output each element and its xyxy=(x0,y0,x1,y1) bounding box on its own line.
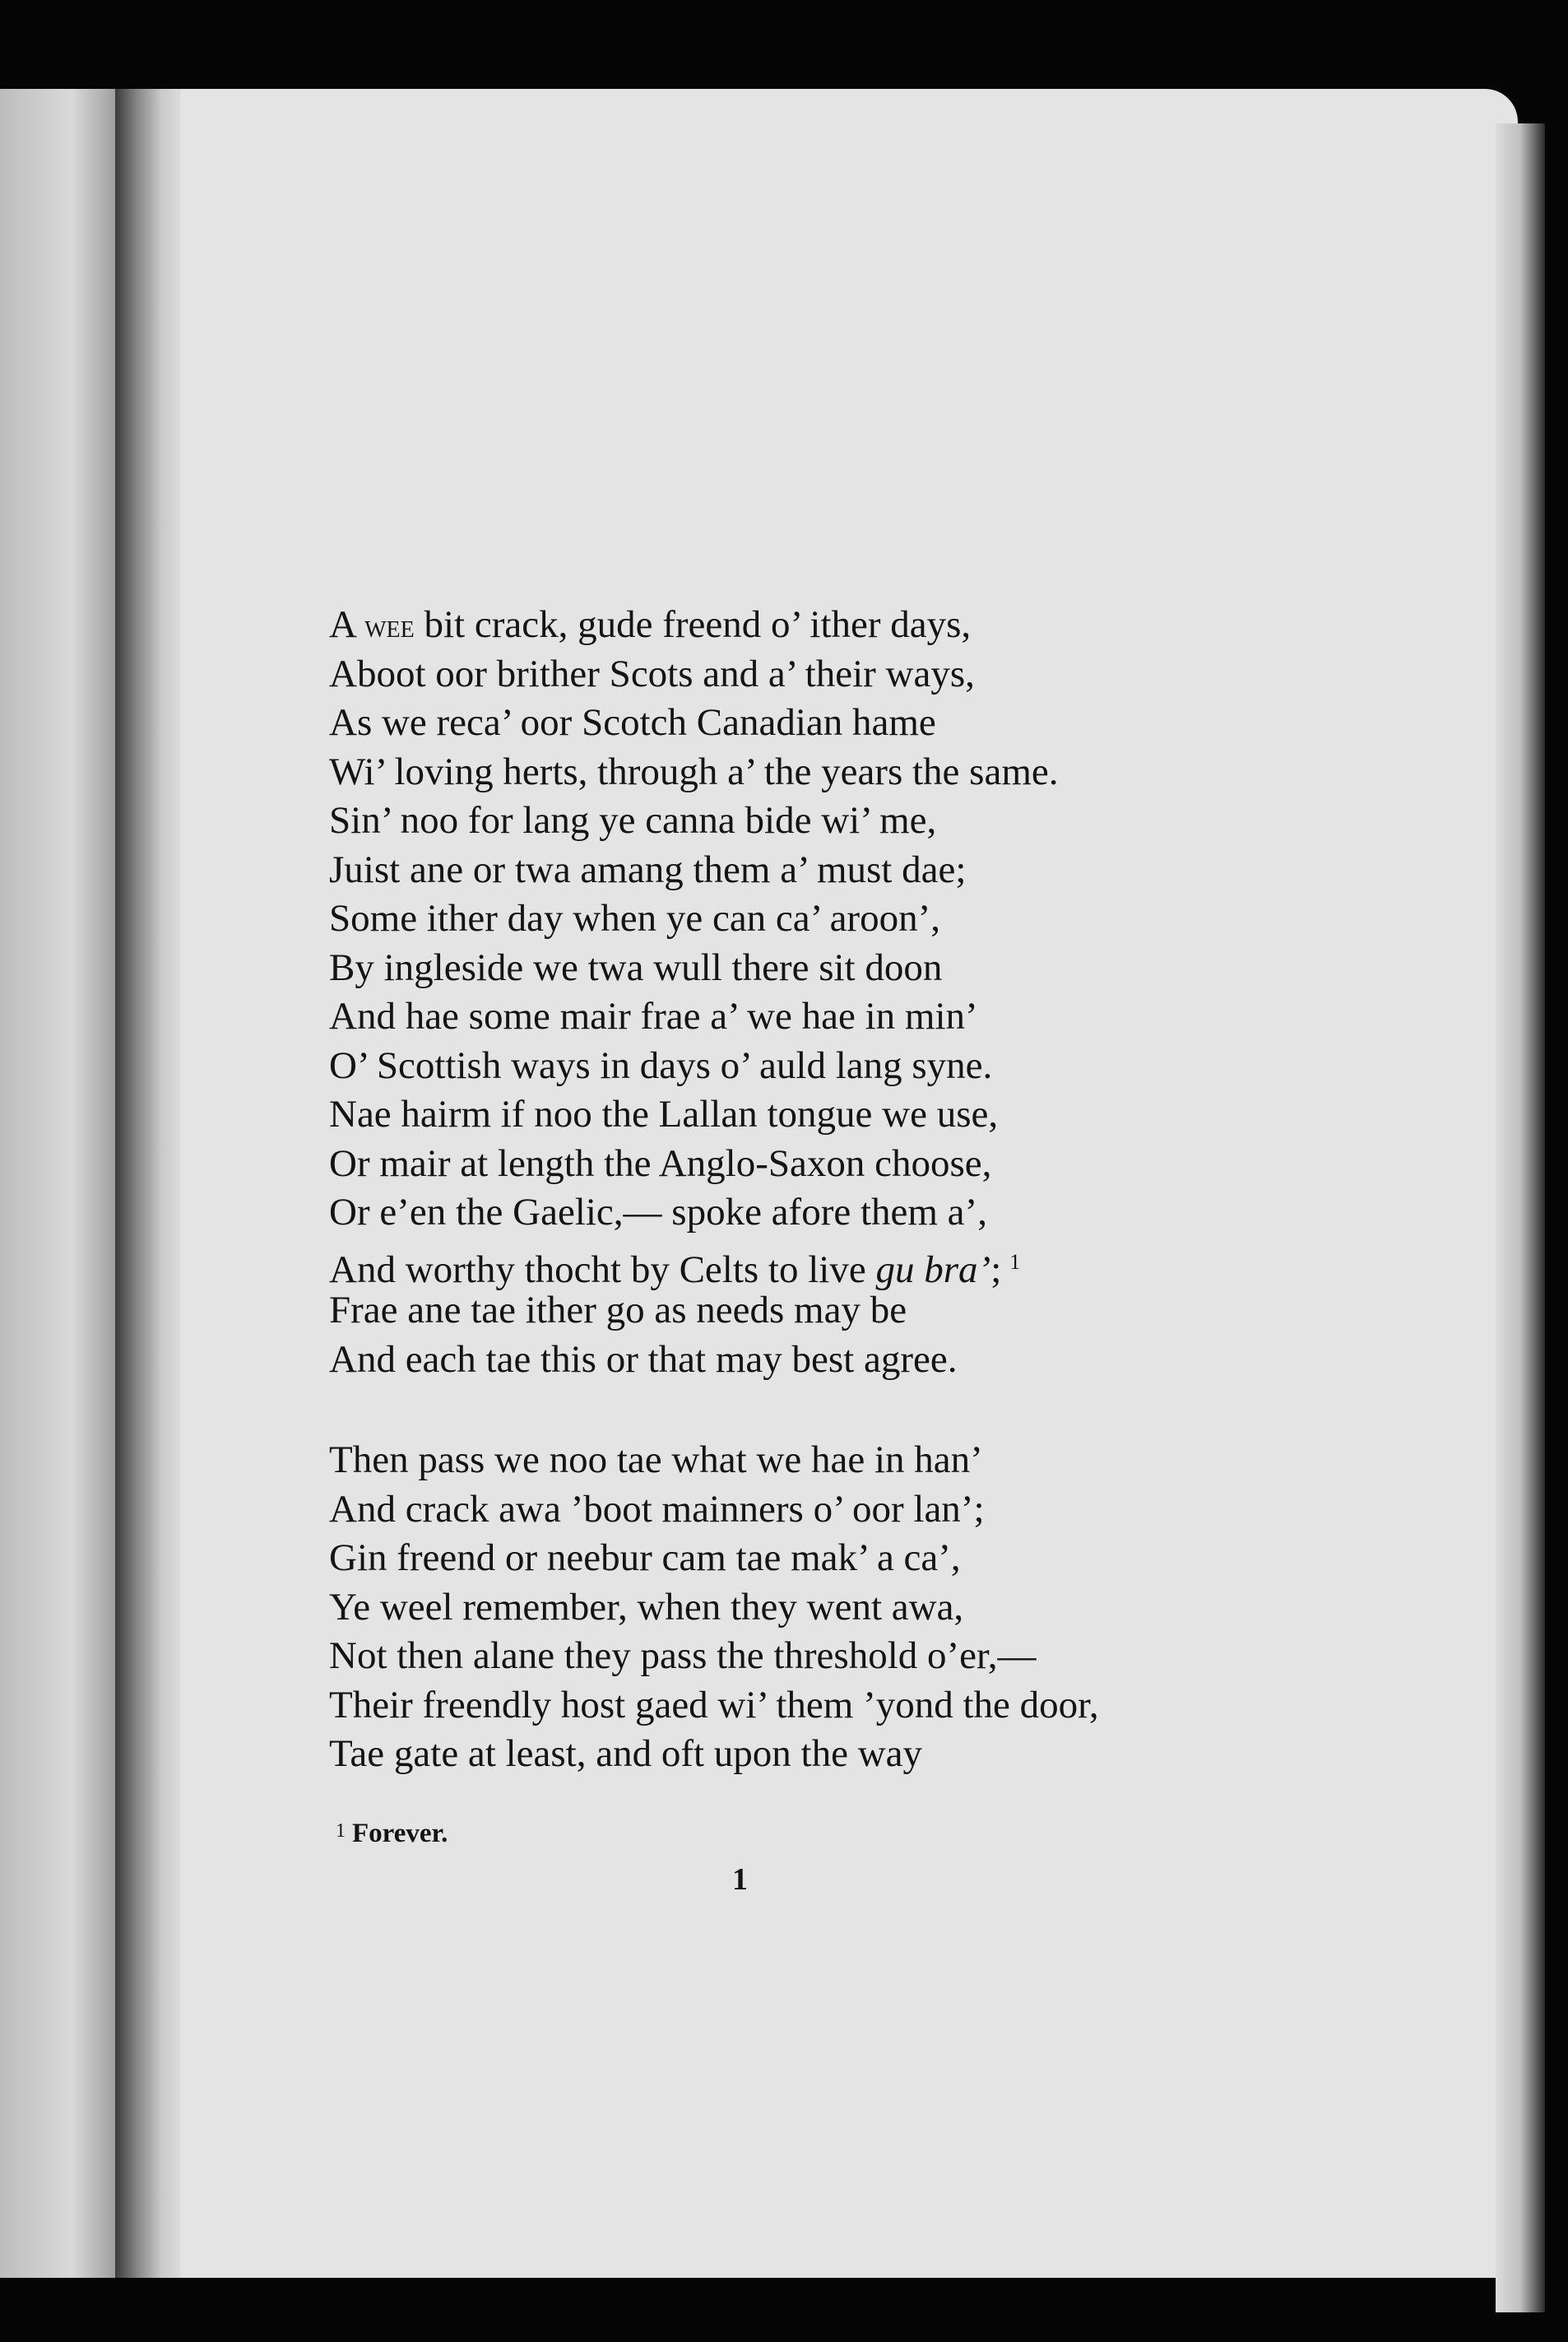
poem-line: Nae hairm if noo the Lallan tongue we use, xyxy=(329,1093,999,1136)
footnote xyxy=(336,1819,448,1849)
opening-capital: A xyxy=(329,603,355,646)
poem-line: O’ Scottish ways in days o’ auld lang syne. xyxy=(329,1043,993,1087)
poem-line: As we reca’ oor Scotch Canadian hame xyxy=(329,701,936,744)
page-right-edge xyxy=(1496,123,1545,2312)
facing-page-edge xyxy=(0,89,119,2278)
poem-line: And each tae this or that may best agree. xyxy=(329,1337,958,1381)
poem-line: And hae some mair frae a’ we hae in min’ xyxy=(329,995,978,1038)
poem-text xyxy=(329,601,1497,1779)
poem-line: Juist ane or twa amang them a’ must dae; xyxy=(329,848,967,891)
line-text: And worthy thocht by Celts to live xyxy=(329,1248,876,1291)
opening-smallcaps: wee xyxy=(364,607,415,644)
poem-line: Then pass we noo tae what we hae in han’ xyxy=(329,1438,983,1481)
poem-line: Gin freend or neebur cam tae mak’ a ca’, xyxy=(329,1536,961,1579)
page-gutter xyxy=(115,89,181,2278)
poem-line: Sin’ noo for lang ye canna bide wi’ me, xyxy=(329,799,937,842)
opening-line-rest: bit crack, gude freend o’ ither days, xyxy=(414,603,972,646)
poem-line xyxy=(329,601,1497,650)
poem-line: Wi’ loving herts, through a’ the years the same. xyxy=(329,750,1059,793)
poem-line: Or mair at length the Anglo-Saxon choose, xyxy=(329,1141,992,1185)
poem-line: Aboot oor brither Scots and a’ their ways, xyxy=(329,652,975,695)
footnote-marker: 1 xyxy=(1009,1249,1021,1274)
poem-line-with-footnote xyxy=(329,1238,1497,1291)
poem-line: By ingleside we twa wull there sit doon xyxy=(329,946,943,989)
poem-line: Some ither day when ye can ca’ aroon’, xyxy=(329,897,940,940)
poem-line: Or e’en the Gaelic,— spoke afore them a’, xyxy=(329,1191,987,1234)
page-number: 1 xyxy=(732,1862,748,1897)
poem-line: Their freendly host gaed wi’ them ’yond the door, xyxy=(329,1683,1099,1726)
poem-line: Not then alane they pass the threshold o’er,— xyxy=(329,1634,1037,1677)
poem-line: Frae ane tae ither go as needs may be xyxy=(329,1289,907,1331)
poem-line: And crack awa ’boot mainners o’ oor lan’; xyxy=(329,1487,985,1531)
line-punctuation: ; xyxy=(990,1248,1002,1291)
footnote-text: Forever. xyxy=(352,1819,448,1848)
poem-line: Ye weel remember, when they went awa, xyxy=(329,1585,964,1629)
footnote-number: 1 xyxy=(336,1820,346,1842)
stanza-break xyxy=(329,1384,1497,1436)
italic-phrase: gu bra’ xyxy=(875,1248,991,1291)
poem-line: Tae gate at least, and oft upon the way xyxy=(329,1732,923,1775)
